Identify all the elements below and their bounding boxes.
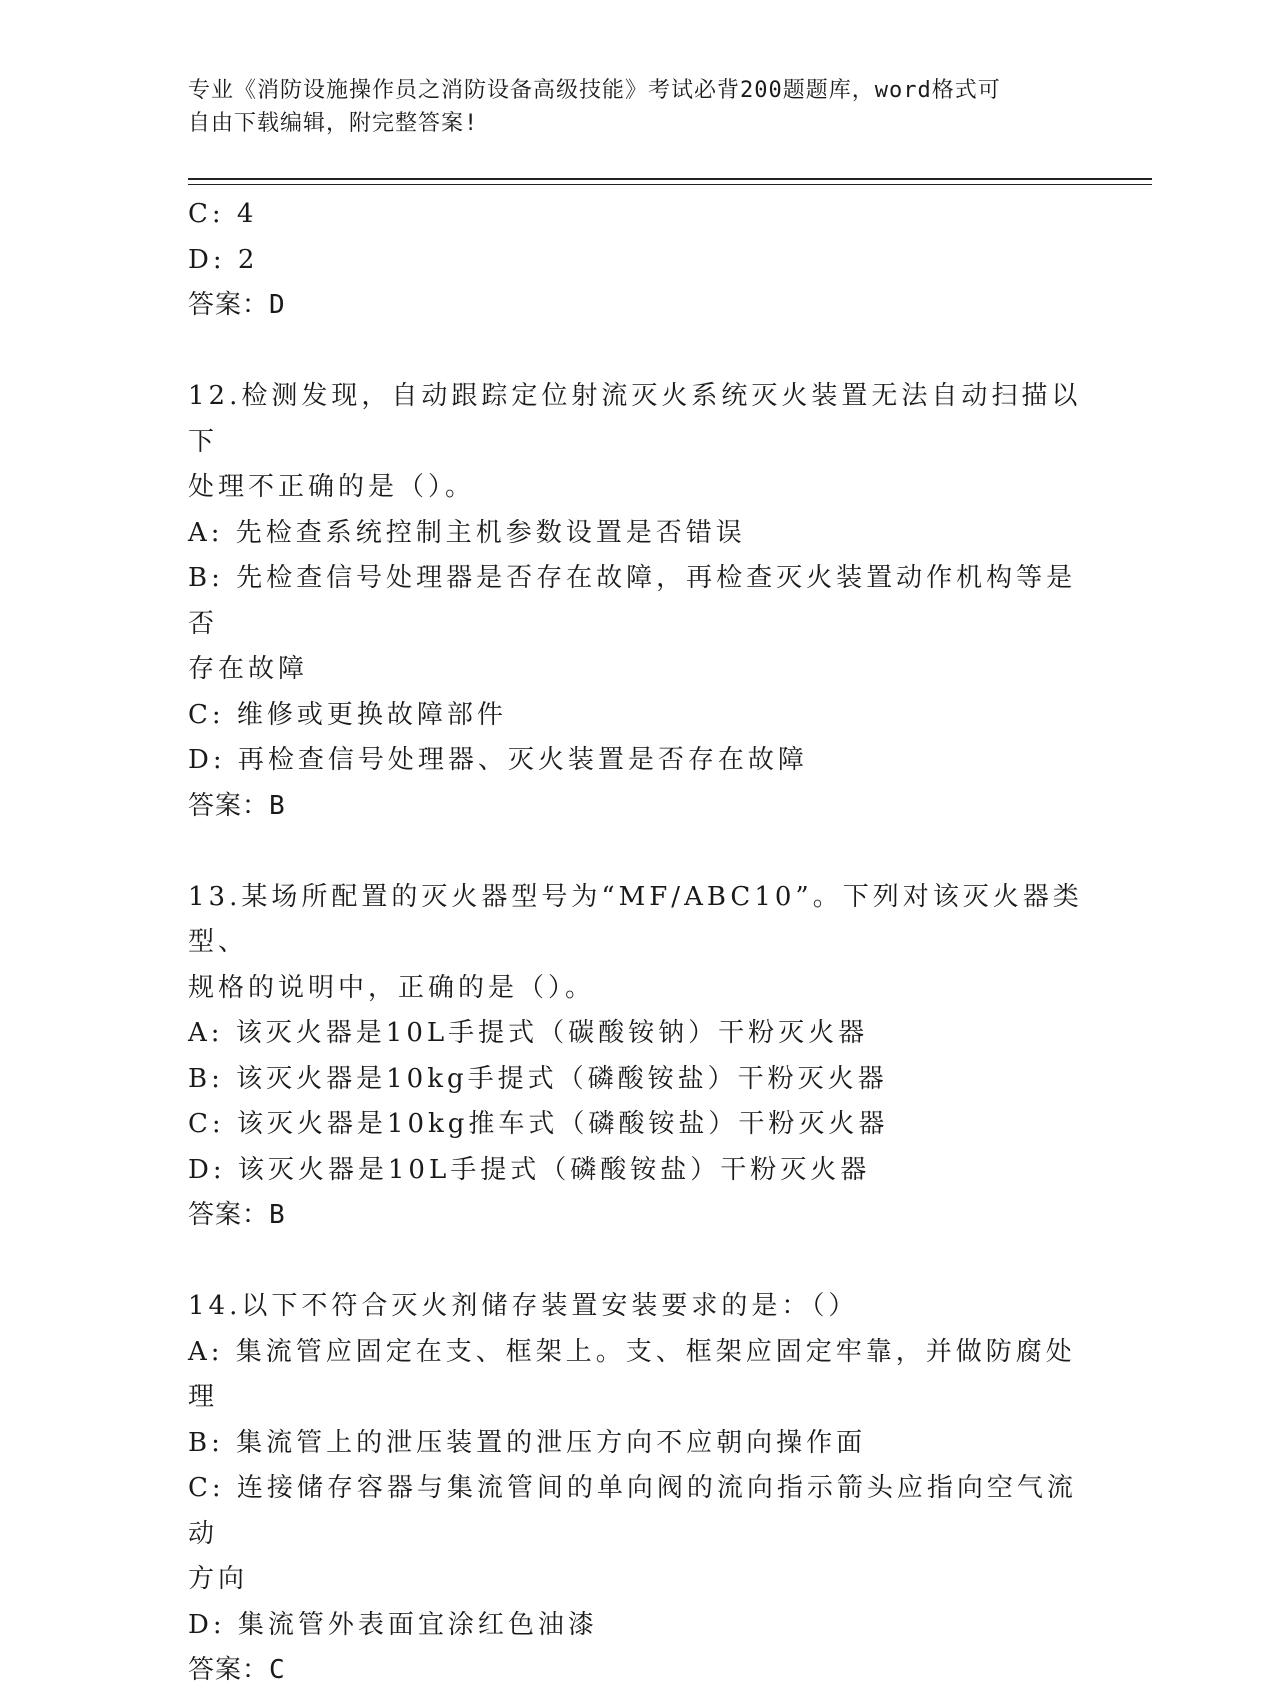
option-c: C: 4 [188, 199, 258, 229]
option-c: C: 连接储存容器与集流管间的单向阀的流向指示箭头应指向空气流动 [188, 1473, 1077, 1549]
option-a: A: 集流管应固定在支、框架上。支、框架应固定牢靠，并做防腐处理 [188, 1336, 1076, 1412]
document-body [188, 192, 1088, 1694]
option-c: C: 维修或更换故障部件 [188, 699, 507, 730]
question-stem: 13.某场所配置的灭火器型号为“MF/ABC10”。下列对该灭火器类型、 [188, 881, 1083, 957]
option-b: B: 先检查信号处理器是否存在故障，再检查灭火装置动作机构等是否 [188, 563, 1077, 639]
option-b: B: 集流管上的泄压装置的泄压方向不应朝向操作面 [188, 1427, 867, 1458]
question-stem: 12.检测发现，自动跟踪定位射流灭火系统灭火装置无法自动扫描以下 [188, 381, 1082, 457]
question-stem-cont: 规格的说明中，正确的是（）。 [188, 972, 596, 1003]
option-d: D: 集流管外表面宜涂红色油漆 [188, 1609, 598, 1640]
option-d: D: 该灭火器是10L手提式（磷酸铵盐）干粉灭火器 [188, 1154, 871, 1185]
option-b-cont: 存在故障 [188, 654, 309, 684]
header-rule-thin [188, 184, 1152, 185]
option-d: D: 2 [188, 244, 259, 275]
header-line-1: 专业《消防设施操作员之消防设备高级技能》考试必背200题题库，word格式可 [188, 78, 1001, 103]
header-rule-thick [188, 178, 1152, 180]
option-c: C: 该灭火器是10kg推车式（磷酸铵盐）干粉灭火器 [188, 1109, 889, 1139]
question-stem-cont: 处理不正确的是（）。 [188, 472, 476, 502]
question-12 [188, 374, 1088, 829]
question-14 [188, 1284, 1088, 1694]
document-header [188, 74, 1068, 140]
spacer [188, 329, 1088, 375]
question-stem: 14.以下不符合灭火剂储存装置安装要求的是：（） [188, 1291, 859, 1321]
answer: 答案：B [188, 1200, 286, 1230]
option-a: A: 先检查系统控制主机参数设置是否错误 [188, 517, 746, 548]
option-a: A: 该灭火器是10L手提式（碳酸铵钠）干粉灭火器 [188, 1018, 869, 1048]
option-d: D: 再检查信号处理器、灭火装置是否存在故障 [188, 745, 808, 775]
header-line-2: 自由下载编辑，附完整答案! [188, 111, 479, 136]
option-c-cont: 方向 [188, 1564, 249, 1594]
prev-question [188, 192, 1088, 329]
answer: 答案：C [188, 1655, 286, 1685]
answer: 答案：D [188, 290, 286, 320]
spacer [188, 829, 1088, 875]
option-b: B: 该灭火器是10kg手提式（磷酸铵盐）干粉灭火器 [188, 1063, 888, 1094]
answer: 答案：B [188, 790, 286, 821]
spacer [188, 1239, 1088, 1285]
question-13 [188, 875, 1088, 1239]
